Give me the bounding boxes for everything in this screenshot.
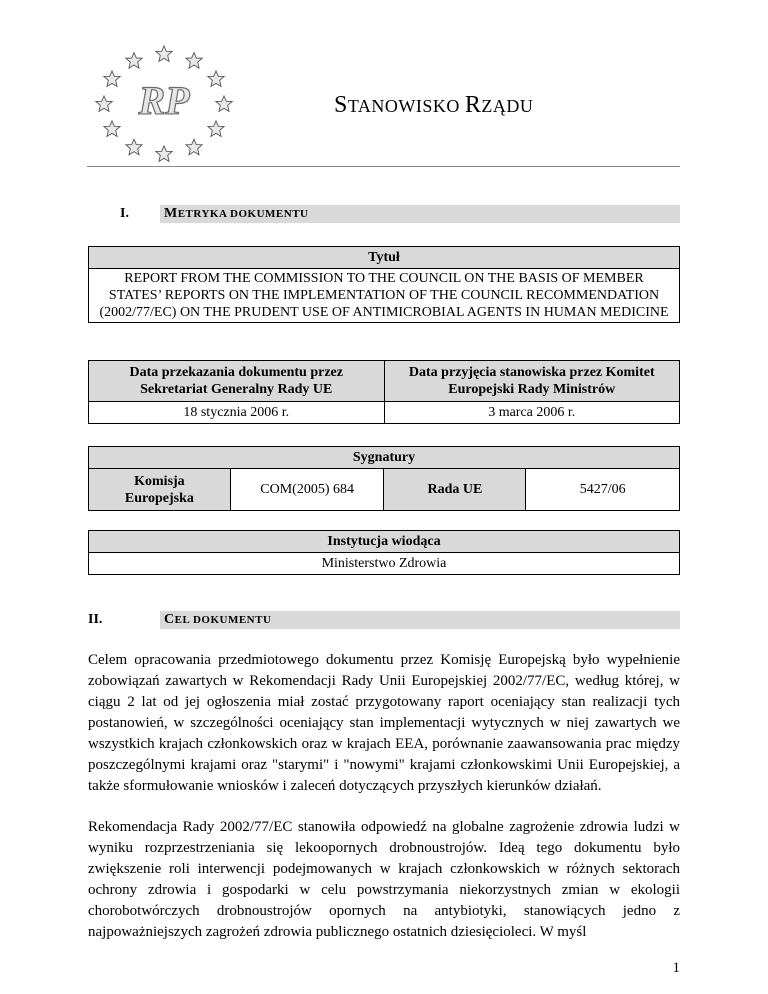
dates-table <box>88 360 680 424</box>
body-text <box>88 650 680 963</box>
star-icon <box>126 53 142 69</box>
title-table <box>88 246 680 323</box>
adoption-date-label: Data przyjęcia stanowiska przez Komitet Europejski Rady Ministrów <box>384 361 680 402</box>
star-icon <box>104 121 120 137</box>
title-label: Tytuł <box>89 247 680 269</box>
institution-label: Instytucja wiodąca <box>89 531 680 553</box>
section-heading-cel <box>88 610 680 632</box>
institution-table <box>88 530 680 575</box>
star-icon <box>96 96 112 112</box>
page-number: 1 <box>672 960 680 976</box>
star-icon <box>156 146 172 162</box>
star-icon <box>156 46 172 62</box>
transfer-date: 18 stycznia 2006 r. <box>89 402 385 424</box>
rp-logo-icon <box>92 44 237 164</box>
logo-text: RP <box>138 78 190 123</box>
commission-signature: COM(2005) 684 <box>230 469 384 511</box>
council-label: Rada UE <box>384 469 526 511</box>
section-title: CEL DOKUMENTU <box>160 611 680 629</box>
header-divider <box>87 166 680 167</box>
star-icon <box>216 96 232 112</box>
star-icon <box>186 139 202 155</box>
paragraph: Celem opracowania przedmiotowego dokumentu przez Komisję Europejską było wypełnienie zobowiązań zawartych w Rekomendacji Rady Unii Europejskiej 2002/77/EC, według której, w ciągu 2 lat od jej ogłoszenia miał zostać przygotowany raport oceniający stan realizacji tych postanowień, w szczególności oceniający stan implementacji wytycznych w niej zawartych we wszystkich krajach członkowskich oraz w krajach EEA, porównanie zaawansowania prac między poszczególnymi krajami oraz "starymi" i "nowymi" krajami członkowskimi Unii Europejskiej, a także sformułowanie wniosków i zaleceń dotyczących przyszłych kierunków działań. <box>88 652 680 794</box>
signatures-label: Sygnatury <box>89 447 680 469</box>
commission-label: Komisja Europejska <box>89 469 231 511</box>
page-title: STANOWISKO RZĄDU <box>334 92 534 118</box>
section-number: II. <box>88 612 103 627</box>
section-heading-metryka <box>88 204 680 226</box>
star-icon <box>186 53 202 69</box>
adoption-date: 3 marca 2006 r. <box>384 402 680 424</box>
institution-value: Ministerstwo Zdrowia <box>89 553 680 575</box>
star-icon <box>126 139 142 155</box>
council-signature: 5427/06 <box>526 469 680 511</box>
transfer-date-label: Data przekazania dokumentu przez Sekretariat Generalny Rady UE <box>89 361 385 402</box>
document-title: REPORT FROM THE COMMISSION TO THE COUNCIL ON THE BASIS OF MEMBER STATES’ REPORTS ON THE IMPLEMENTATION OF THE COUNCIL RECOMMENDATION (2002/77/EC) ON THE PRUDENT USE OF ANTIMICROBIAL AGENTS IN HUMAN MEDICINE <box>89 269 680 323</box>
star-icon <box>208 71 224 87</box>
star-icon <box>208 121 224 137</box>
section-title: METRYKA DOKUMENTU <box>160 205 680 223</box>
paragraph: Rekomendacja Rady 2002/77/EC stanowiła odpowiedź na globalne zagrożenie zdrowia ludzi w wyniku rozprzestrzeniania się lekoopornych drobnoustrojów. Ideą tego dokumentu było zwiększenie roli interwencji podejmowanych w krajach członkowskich w różnych sektorach ochrony zdrowia i gospodarki w celu powstrzymania niekorzystnych zmian w ekologii chorobotwórczych drobnoustrojów opornych na antybiotyki, stanowiących jedno z najpoważniejszych zagrożeń zdrowia publicznego ostatnich dziesięcioleci. W myśl <box>88 819 680 940</box>
star-icon <box>104 71 120 87</box>
section-number: I. <box>120 206 129 221</box>
signatures-table <box>88 446 680 511</box>
